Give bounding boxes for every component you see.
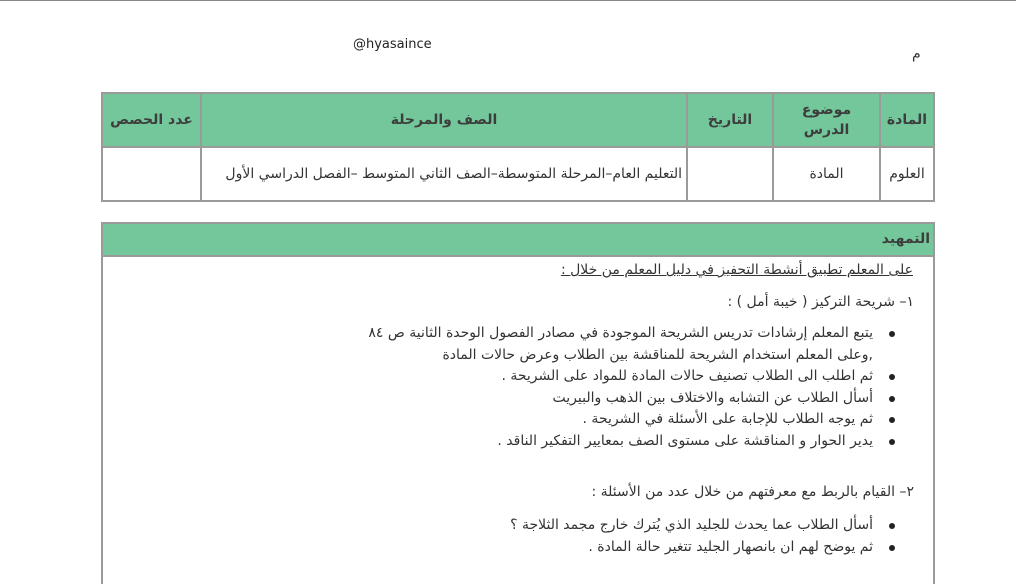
section1-heading: ١– شريحة التركيز ( خيبة أمل ) : [727,294,914,310]
cell-subject: العلوم [880,147,934,201]
lesson-info-table [101,92,935,202]
section1-list [353,323,873,452]
top-border-line [0,0,1016,1]
header-mark: م [912,46,921,62]
list-item: يدير الحوار و المناقشة على مستوى الصف بمعايير التفكير الناقد . [353,431,873,453]
section2-list [353,515,873,558]
header-periods: عدد الحصص [102,93,201,147]
list-item: ثم يوجه الطلاب للإجابة على الأسئلة في الشريحة . [353,409,873,431]
list-item: أسأل الطلاب عن التشابه والاختلاف بين الذهب والبيريت [353,388,873,410]
section2-heading: ٢– القيام بالربط مع معرفتهم من خلال عدد من الأسئلة : [591,484,914,500]
intro-title: التمهيد [103,224,933,257]
author-handle: @hyasaince [353,37,432,52]
cell-periods [102,147,201,201]
list-item: يتبع المعلم إرشادات تدريس الشريحة الموجودة في مصادر الفصول الوحدة الثانية ص ٨٤ ,وعلى المعلم استخدام الشريحة للمناقشة بين الطلاب وعرض حالات المادة [353,323,873,366]
cell-lesson-topic: المادة [773,147,880,201]
header-subject: المادة [880,93,934,147]
list-item: ثم يوضح لهم ان بانصهار الجليد تتغير حالة المادة . [353,537,873,559]
header-date: التاريخ [687,93,773,147]
cell-grade-stage: التعليم العام–المرحلة المتوسطة–الصف الثاني المتوسط –الفصل الدراسي الأول [201,147,687,201]
header-lesson-topic: موضوع الدرس [773,93,880,147]
header-grade-stage: الصف والمرحلة [201,93,687,147]
list-item: ثم اطلب الى الطلاب تصنيف حالات المادة للمواد على الشريحة . [353,366,873,388]
intro-section [101,222,935,584]
table-row [102,147,934,201]
table-header-row [102,93,934,147]
list-item: أسأل الطلاب عما يحدث للجليد الذي يُترك خارج مجمد الثلاجة ؟ [353,515,873,537]
intro-instruction: على المعلم تطبيق أنشطة التحفيز في دليل المعلم من خلال : [560,262,913,278]
cell-date [687,147,773,201]
